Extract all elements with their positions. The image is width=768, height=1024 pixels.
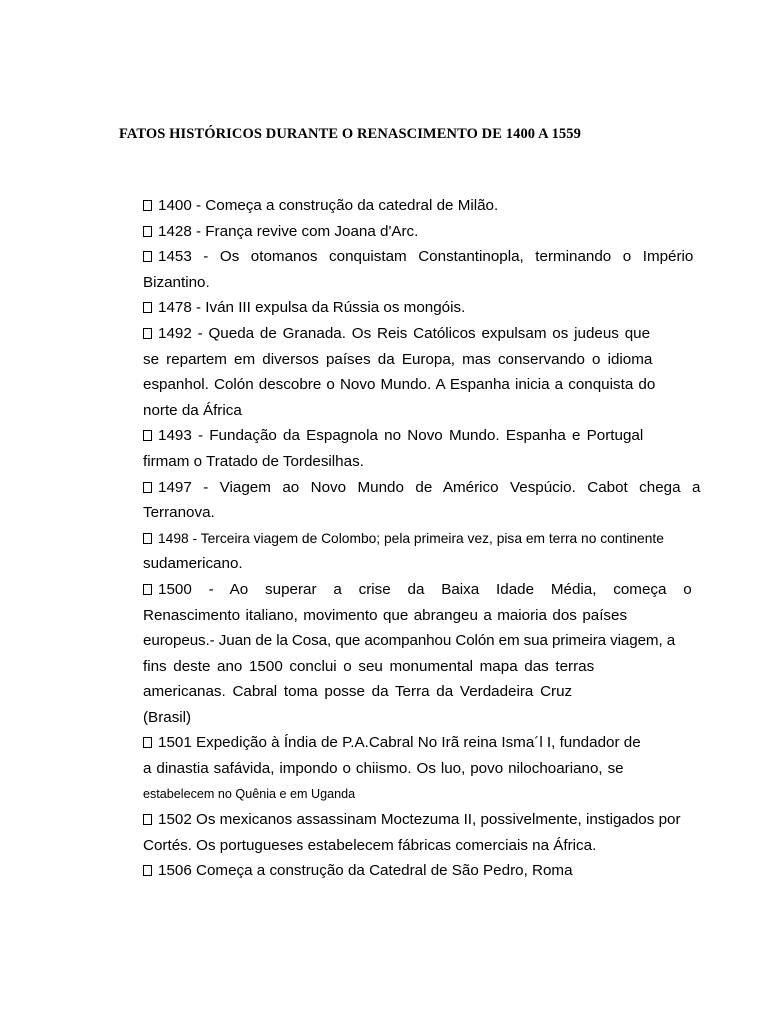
checkbox-square-icon	[143, 226, 152, 237]
entry-line: se repartem em diversos países da Europa, mas conservando o idioma	[143, 350, 653, 368]
list-item	[143, 244, 719, 295]
entry-line: Terranova.	[143, 504, 215, 522]
checkbox-square-icon	[143, 482, 152, 493]
entry-line: Bizantino.	[143, 273, 210, 291]
list-item	[143, 321, 719, 423]
entry-line: 1493 - Fundação da Espagnola no Novo Mundo. Espanha e Portugal	[158, 427, 644, 445]
checkbox-square-icon	[143, 737, 152, 748]
entry-line: 1500 - Ao superar a crise da Baixa Idade Média, começa o	[158, 580, 692, 598]
list-item	[143, 577, 719, 731]
list-item	[143, 475, 719, 526]
list-item	[143, 807, 719, 858]
entry-line: 1428 - França revive com Joana d'Arc.	[158, 222, 419, 240]
entry-line: estabelecem no Quênia e em Uganda	[143, 786, 356, 801]
list-item	[143, 730, 719, 807]
entry-line: 1492 - Queda de Granada. Os Reis Católicos expulsam os judeus que	[158, 324, 651, 342]
entry-line: 1498 - Terceira viagem de Colombo; pela primeira vez, pisa em terra no continente	[158, 530, 664, 546]
entry-line: Renascimento italiano, movimento que abrangeu a maioria dos países	[143, 606, 628, 624]
checkbox-square-icon	[143, 328, 152, 339]
list-item	[143, 193, 719, 219]
checkbox-square-icon	[143, 533, 152, 544]
entry-line: americanas. Cabral toma posse da Terra da Verdadeira Cruz	[143, 683, 573, 701]
list-item	[143, 526, 719, 577]
checkbox-square-icon	[143, 302, 152, 313]
checkbox-square-icon	[143, 430, 152, 441]
entry-line: 1501 Expedição à Índia de P.A.Cabral No Irã reina Isma´l I, fundador de	[158, 734, 641, 752]
checkbox-square-icon	[143, 251, 152, 262]
entry-line: a dinastia safávida, impondo o chiismo. Os luo, povo nilochoariano, se	[143, 760, 624, 778]
entry-line: europeus.- Juan de la Cosa, que acompanhou Colón em sua primeira viagem, a	[143, 632, 676, 650]
document-title: FATOS HISTÓRICOS DURANTE O RENASCIMENTO DE 1400 A 1559	[119, 126, 581, 142]
checkbox-square-icon	[143, 865, 152, 876]
entry-line: 1502 Os mexicanos assassinam Moctezuma II, possivelmente, instigados por	[158, 811, 681, 829]
entry-line: 1453 - Os otomanos conquistam Constantinopla, terminando o Império	[158, 248, 694, 266]
entry-line: norte da África	[143, 401, 242, 419]
entry-line: 1478 - Iván III expulsa da Rússia os mongóis.	[158, 299, 466, 317]
entry-line: espanhol. Colón descobre o Novo Mundo. A Espanha inicia a conquista do	[143, 376, 656, 394]
entry-line: 1497 - Viagem ao Novo Mundo de Américo Vespúcio. Cabot chega a	[158, 478, 701, 496]
entry-line: Cortés. Os portugueses estabelecem fábricas comerciais na África.	[143, 836, 597, 854]
checkbox-square-icon	[143, 584, 152, 595]
list-item	[143, 219, 719, 245]
entry-line: firmam o Tratado de Tordesilhas.	[143, 452, 364, 470]
list-item	[143, 295, 719, 321]
entry-line: sudamericano.	[143, 555, 243, 573]
checkbox-square-icon	[143, 200, 152, 211]
events-list	[143, 193, 719, 884]
entry-line: 1506 Começa a construção da Catedral de São Pedro, Roma	[158, 862, 573, 880]
entry-line: fins deste ano 1500 conclui o seu monumental mapa das terras	[143, 657, 595, 675]
checkbox-square-icon	[143, 814, 152, 825]
entry-line: 1400 - Começa a construção da catedral de Milão.	[158, 197, 499, 214]
list-item	[143, 423, 719, 474]
entry-line: (Brasil)	[143, 708, 192, 726]
list-item	[143, 858, 719, 884]
